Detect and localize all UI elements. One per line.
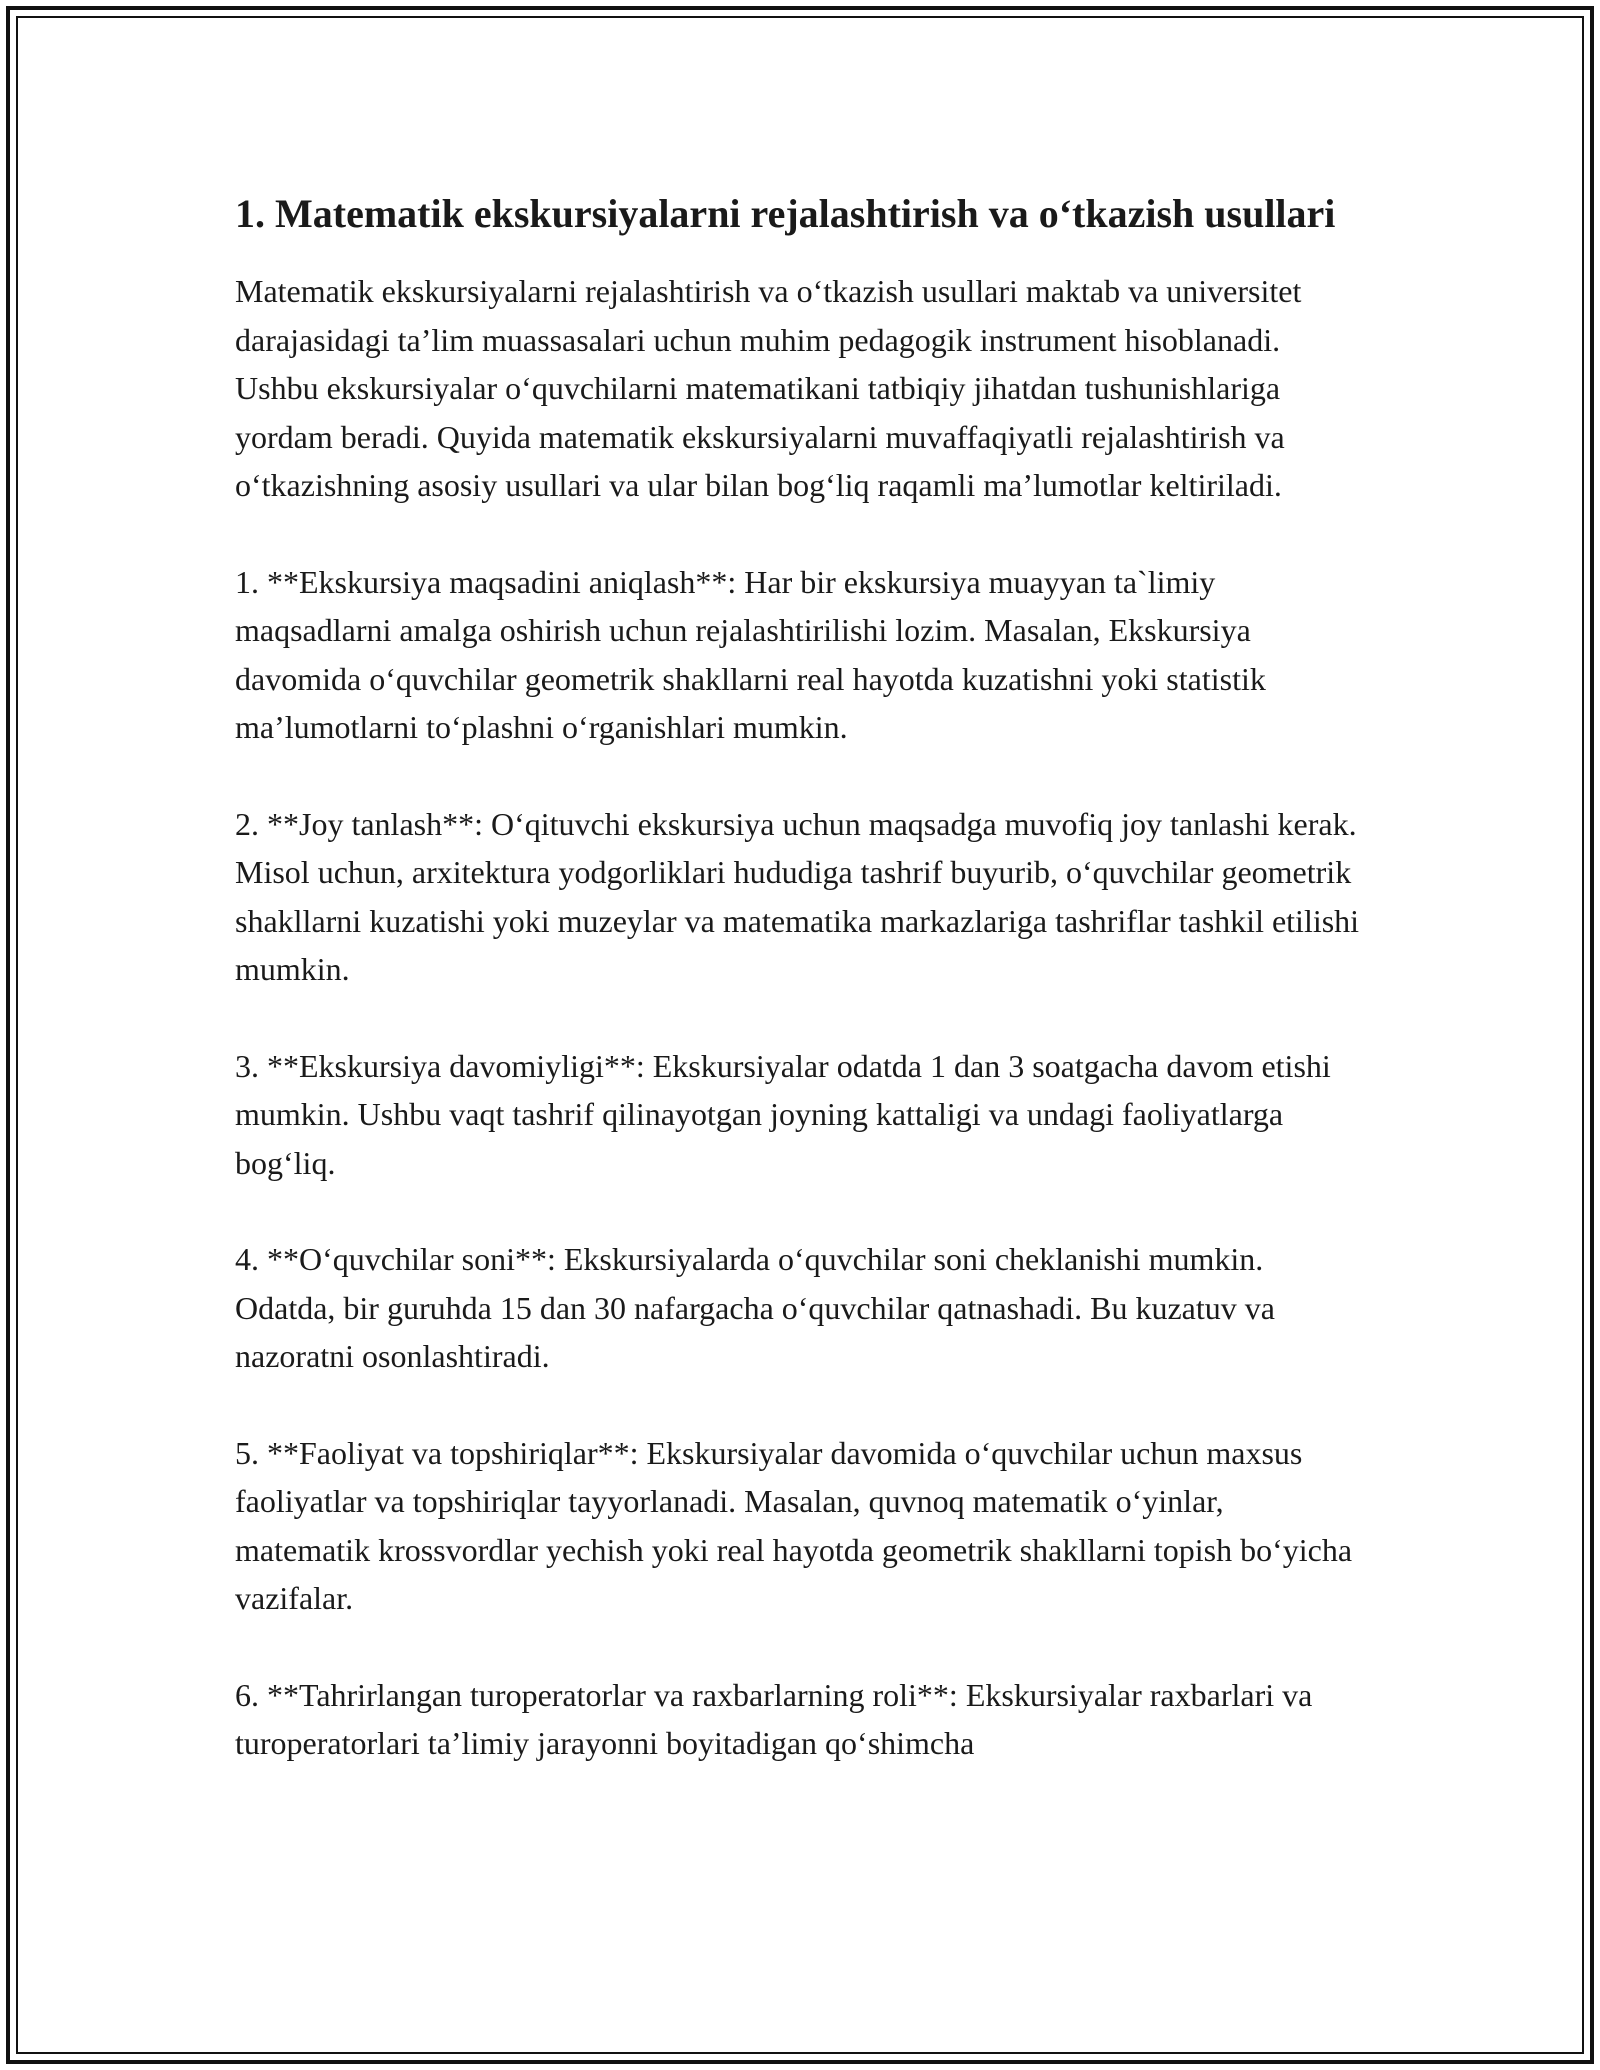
list-item-duration: 3. **Ekskursiya davomiyligi**: Ekskursiyalar odatda 1 dan 3 soatgacha davom etishi mumkin. Ushbu vaqt tashrif qilinayotgan joyning kattaligi va undagi faoliyatlarga bog‘liq. <box>235 1047 1331 1181</box>
list-item-goal: 1. **Ekskursiya maqsadini aniqlash**: Har bir ekskursiya muayyan ta`limiy maqsadlarni amalga oshirish uchun rejalashtirilishi lozim. Masalan, Ekskursiya davomida o‘quvchilar geometrik shakllarni real hayotda kuzatishni yoki statistik ma’lumotlarni to‘plashni o‘rganishlari mumkin. <box>235 563 1266 745</box>
section-title: 1. Matematik ekskursiyalarni rejalashtirish va o‘tkazish usullari <box>235 191 1336 236</box>
document-body <box>235 186 1365 1816</box>
list-item-activities: 5. **Faoliyat va topshiriqlar**: Ekskursiyalar davomida o‘quvchilar uchun maxsus faoliyatlar va topshiriqlar tayyorlanadi. Masalan, quvnoq matematik o‘yinlar, matematik krossvordlar yechish yoki real hayotda geometrik shakllarni topish bo‘yicha vazifalar. <box>235 1434 1353 1616</box>
list-item-student-count: 4. **O‘quvchilar soni**: Ekskursiyalarda o‘quvchilar soni cheklanishi mumkin. Odatda, bir guruhda 15 dan 30 nafargacha o‘quvchilar qatnashadi. Bu kuzatuv va nazoratni osonlashtiradi. <box>235 1241 1275 1374</box>
intro-paragraph: Matematik ekskursiyalarni rejalashtirish va o‘tkazish usullari maktab va universitet darajasidagi ta’lim muassasalari uchun muhim pedagogik instrument hisoblanadi. Ushbu ekskursiyalar o‘quvchilarni matematikani tatbiqiy jihatdan tushunishlariga yordam beradi. Quyida matematik ekskursiyalarni muvaffaqiyatli rejalashtirish va o‘tkazishning asosiy usullari va ular bilan bog‘liq raqamli ma’lumotlar keltiriladi. <box>235 273 1302 503</box>
list-item-location: 2. **Joy tanlash**: O‘qituvchi ekskursiya uchun maqsadga muvofiq joy tanlashi kerak. Misol uchun, arxitektura yodgorliklari hududiga tashrif buyurib, o‘quvchilar geometrik shakllarni kuzatishi yoki muzeylar va matematika markazlariga tashriflar tashkil etilishi mumkin. <box>235 805 1360 987</box>
list-item-guides-role: 6. **Tahrirlangan turoperatorlar va raxbarlarning roli**: Ekskursiyalar raxbarlari va turoperatorlari ta’limiy jarayonni boyitadigan qo‘shimcha <box>235 1676 1313 1761</box>
